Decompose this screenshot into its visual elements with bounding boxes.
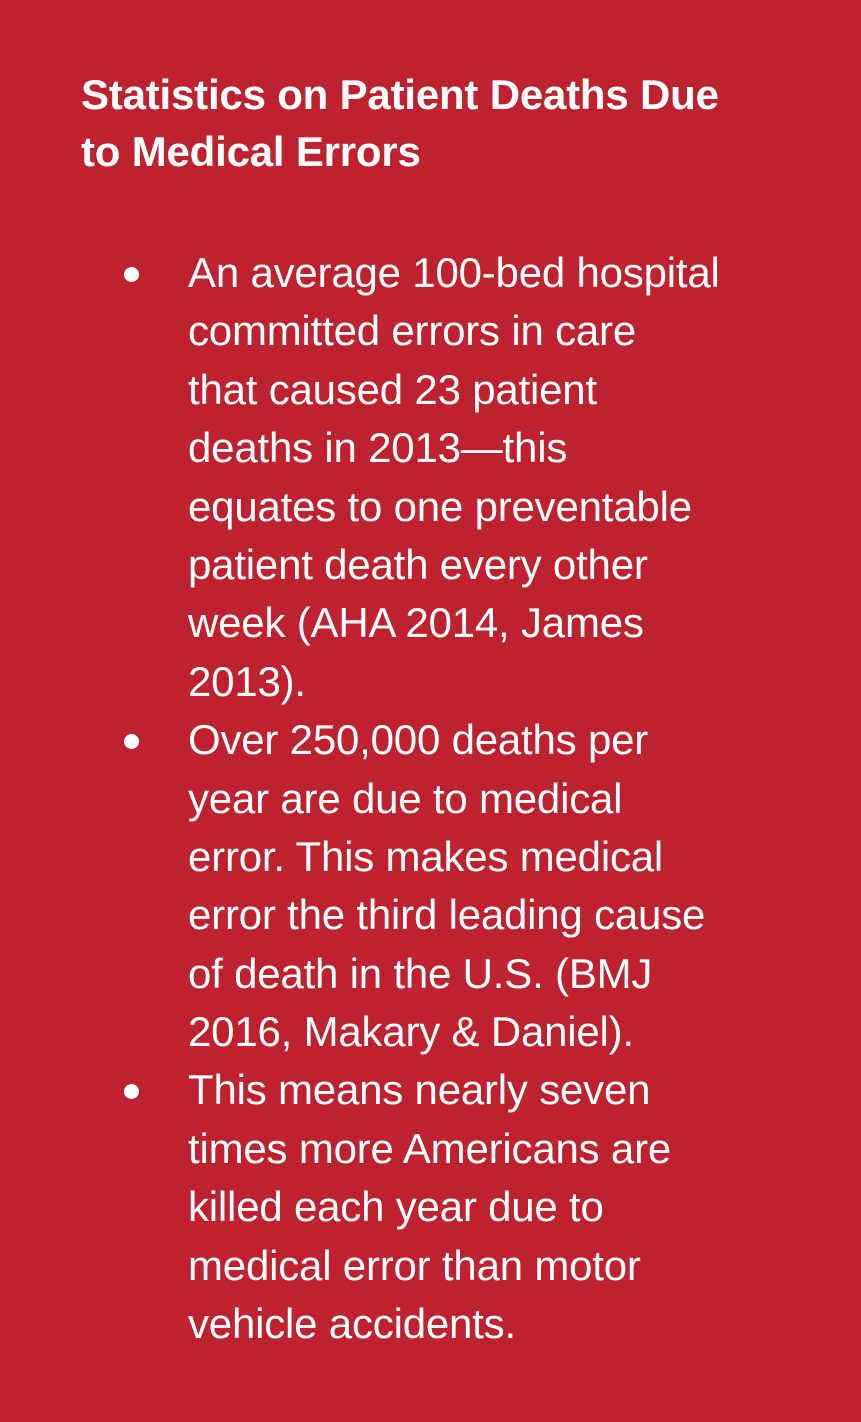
text-line: committed errors in care xyxy=(188,307,636,355)
bullet-item xyxy=(0,1061,861,1353)
bullet-list xyxy=(0,244,861,1353)
text-line: killed each year due to xyxy=(188,1183,604,1231)
bullet-dot-icon xyxy=(124,1084,139,1099)
bullet-item xyxy=(0,711,861,1061)
bullet-text xyxy=(188,244,861,711)
bullet-text xyxy=(188,711,861,1061)
slide-title xyxy=(81,66,719,180)
text-line: deaths in 2013—this xyxy=(188,424,568,472)
text-line: week (AHA 2014, James xyxy=(188,599,644,647)
text-line: of death in the U.S. (BMJ xyxy=(188,949,653,997)
text-line: equates to one preventable xyxy=(188,482,692,530)
text-line: medical error than motor xyxy=(188,1241,641,1289)
text-line: Over 250,000 deaths per xyxy=(188,716,649,764)
title-line: Statistics on Patient Deaths Due xyxy=(81,71,719,118)
text-line: year are due to medical xyxy=(188,774,623,822)
text-line: vehicle accidents. xyxy=(188,1300,516,1348)
text-line: 2013). xyxy=(188,657,306,705)
text-line: This means nearly seven xyxy=(188,1066,651,1114)
bullet-text xyxy=(188,1061,861,1353)
bullet-dot-icon xyxy=(124,734,139,749)
text-line: 2016, Makary & Daniel). xyxy=(188,1008,634,1056)
title-line: to Medical Errors xyxy=(81,128,421,175)
text-line: that caused 23 patient xyxy=(188,365,597,413)
text-line: error the third leading cause xyxy=(188,891,706,939)
bullet-dot-icon xyxy=(124,267,139,282)
text-line: patient death every other xyxy=(188,540,648,588)
text-line: times more Americans are xyxy=(188,1124,672,1172)
bullet-item xyxy=(0,244,861,711)
text-line: An average 100-bed hospital xyxy=(188,249,720,296)
text-line: error. This makes medical xyxy=(188,832,664,880)
